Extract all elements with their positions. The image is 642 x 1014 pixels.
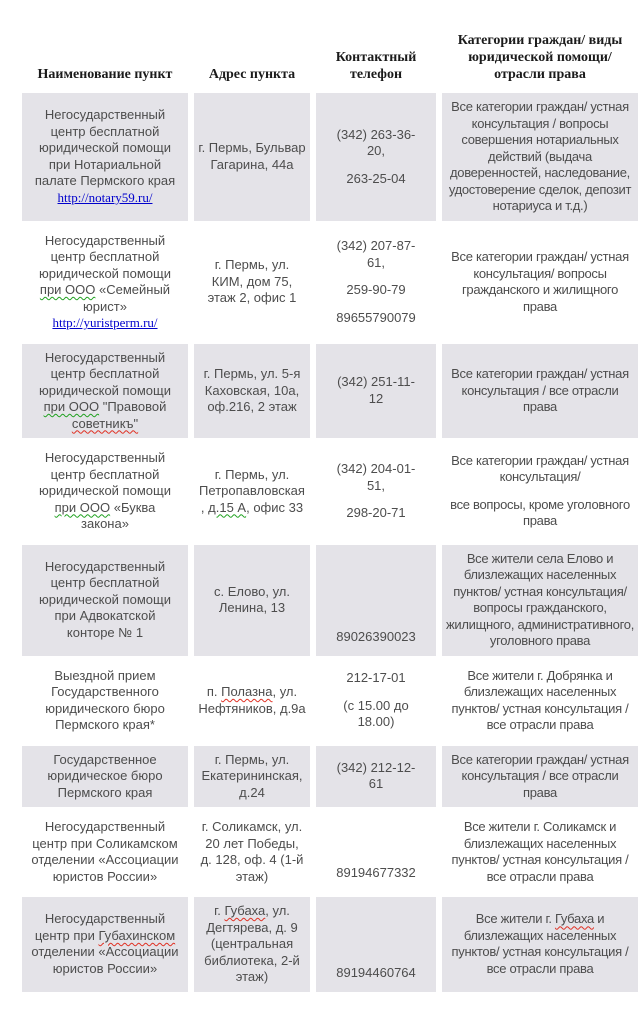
- text-segment: Негосударственный центр бесплатной юридической помощи: [39, 349, 171, 398]
- address-cell: [194, 813, 310, 891]
- paragraph: [198, 819, 306, 885]
- legal-aid-table-body: [22, 93, 638, 992]
- text-segment: г. Пермь, ул. 5-я Каховская, 10а, оф.216, 2 этаж: [203, 366, 301, 415]
- address-cell: [194, 93, 310, 221]
- text-segment: , офис 33: [246, 499, 304, 515]
- phone-cell: [316, 897, 436, 992]
- paragraph: [332, 965, 420, 982]
- grammar-marked-text: при ООО: [43, 399, 100, 415]
- table-header: [22, 22, 638, 87]
- paragraph: [332, 629, 420, 646]
- address-cell: [194, 662, 310, 740]
- paragraph: [30, 350, 180, 433]
- name-cell: [22, 662, 188, 740]
- paragraph: [332, 698, 420, 731]
- paragraph: [332, 461, 420, 494]
- text-segment: г. Соликамск, ул. 20 лет Победы, д. 128, оф. 4 (1-й этаж): [200, 819, 304, 884]
- address-cell: [194, 897, 310, 992]
- table-row: [22, 897, 638, 992]
- text-segment: Все категории граждан/ устная консультация/ вопросы гражданского и жилищного права: [451, 249, 629, 314]
- text-segment: отделении «Ассоциации юристов России»: [31, 944, 179, 976]
- text-segment: Все жители г. Соликамск и близлежащих населенных пунктов/ устная консультация / все отрасли права: [451, 819, 629, 884]
- text-segment: 89026390023: [336, 629, 416, 645]
- address-cell: [194, 746, 310, 808]
- name-cell: [22, 93, 188, 221]
- phone-cell: [316, 344, 436, 439]
- paragraph: [445, 911, 635, 977]
- text-segment: (342) 251-11-12: [337, 374, 415, 406]
- text-segment: Все категории граждан/ устная консультация/: [451, 452, 629, 485]
- address-cell: [194, 545, 310, 656]
- paragraph: [445, 497, 635, 530]
- text-segment: «Буква закона»: [81, 499, 156, 532]
- paragraph: [30, 190, 180, 207]
- text-segment: Все категории граждан/ устная консультация / вопросы совершения нотариальных действий (выдача доверенностей, наследование, удостоверение сделок, депозит нотариуса и т.д.): [448, 99, 632, 214]
- legal-aid-centers-table: [16, 16, 642, 998]
- paragraph: [30, 233, 180, 316]
- categories-cell: [442, 746, 638, 808]
- paragraph: [30, 819, 180, 885]
- table-row: [22, 227, 638, 338]
- text-segment: Негосударственный центр бесплатной юридической помощи: [39, 450, 171, 499]
- categories-cell: [442, 662, 638, 740]
- text-segment: (с 15.00 до 18.00): [343, 697, 409, 730]
- grammar-marked-text: д.15 А: [208, 499, 247, 515]
- paragraph: [198, 903, 306, 986]
- table-row: [22, 93, 638, 221]
- grammar-marked-text: при ООО: [39, 282, 96, 298]
- text-segment: 298-20-71: [346, 505, 406, 521]
- paragraph: [445, 551, 635, 650]
- paragraph: [198, 257, 306, 307]
- phone-cell: [316, 227, 436, 338]
- text-segment: п.: [206, 684, 222, 700]
- paragraph: [30, 315, 180, 332]
- paragraph: [30, 668, 180, 734]
- text-segment: г. Пермь, Бульвар Гагарина, 44а: [198, 140, 306, 172]
- phone-cell: [316, 662, 436, 740]
- phone-cell: [316, 813, 436, 891]
- paragraph: [445, 752, 635, 802]
- phone-cell: [316, 746, 436, 808]
- paragraph: [332, 171, 420, 188]
- text-segment: 89655790079: [336, 309, 416, 325]
- paragraph: [445, 249, 635, 315]
- paragraph: [332, 505, 420, 522]
- header-row: [22, 22, 638, 87]
- categories-cell: [442, 444, 638, 539]
- text-segment: 259-90-79: [346, 282, 406, 298]
- text-segment: и близлежащих населенных пунктов/ устная консультация / все отрасли права: [451, 911, 629, 976]
- paragraph: [445, 99, 635, 215]
- text-segment: г.: [214, 903, 225, 919]
- paragraph: [332, 374, 420, 407]
- categories-cell: [442, 545, 638, 656]
- phone-cell: [316, 545, 436, 656]
- name-cell: [22, 444, 188, 539]
- paragraph: [30, 911, 180, 977]
- text-segment: Все категории граждан/ устная консультация / все отрасли права: [451, 366, 629, 415]
- paragraph: [198, 584, 306, 617]
- categories-cell: [442, 344, 638, 439]
- header-phone: Контактный телефон: [316, 22, 436, 87]
- categories-cell: [442, 93, 638, 221]
- text-segment: (342) 263-36-20,: [336, 126, 416, 159]
- text-segment: Негосударственный центр бесплатной юридической помощи при Адвокатской конторе № 1: [39, 558, 171, 640]
- text-segment: 89194460764: [336, 965, 416, 981]
- text-segment: "Правовой: [99, 399, 167, 415]
- paragraph: [445, 366, 635, 416]
- paragraph: [30, 107, 180, 190]
- text-segment: Негосударственный центр при: [34, 911, 166, 943]
- text-segment: (342) 212-12-61: [336, 759, 416, 792]
- categories-cell: [442, 897, 638, 992]
- name-cell: [22, 897, 188, 992]
- table-row: [22, 746, 638, 808]
- paragraph: [332, 127, 420, 160]
- name-cell: [22, 746, 188, 808]
- table-row: [22, 813, 638, 891]
- paragraph: [30, 559, 180, 642]
- name-cell: [22, 227, 188, 338]
- spellcheck-marked-text: Губахинском: [98, 927, 176, 943]
- text-segment: (342) 207-87-61,: [336, 238, 416, 270]
- categories-cell: [442, 227, 638, 338]
- paragraph: [332, 760, 420, 793]
- paragraph: [198, 140, 306, 173]
- text-segment: г. Пермь, ул. Екатерининская, д.24: [201, 751, 303, 800]
- table-row: [22, 662, 638, 740]
- name-cell: [22, 344, 188, 439]
- text-segment: Все жители г.: [475, 911, 555, 927]
- name-cell: [22, 545, 188, 656]
- table-row: [22, 545, 638, 656]
- paragraph: [445, 668, 635, 734]
- paragraph: [332, 865, 420, 882]
- paragraph: [445, 453, 635, 486]
- paragraph: [30, 752, 180, 802]
- spellcheck-marked-text: Полазна: [221, 684, 273, 700]
- header-name: Наименование пункт: [22, 22, 188, 87]
- paragraph: [332, 282, 420, 299]
- header-categories: Категории граждан/ виды юридической помощи/ отрасли права: [442, 22, 638, 87]
- grammar-marked-text: при ООО: [54, 499, 111, 515]
- text-segment: 263-25-04: [346, 170, 406, 186]
- paragraph: [198, 752, 306, 802]
- spellcheck-marked-text: Губаха: [554, 911, 594, 927]
- text-segment: г. Пермь, ул. КИМ, дом 75, этаж 2, офис 1: [207, 257, 297, 306]
- website-link[interactable]: http://notary59.ru/: [57, 189, 153, 205]
- address-cell: [194, 344, 310, 439]
- spellcheck-marked-text: советникъ": [71, 415, 139, 431]
- header-address: Адрес пункта: [194, 22, 310, 87]
- table-row: [22, 344, 638, 439]
- paragraph: [198, 467, 306, 517]
- text-segment: Государственное юридическое бюро Пермского края: [47, 751, 163, 800]
- spellcheck-marked-text: Губаха: [224, 903, 266, 919]
- paragraph: [198, 366, 306, 416]
- categories-cell: [442, 813, 638, 891]
- text-segment: Негосударственный центр при Соликамском отделении «Ассоциации юристов России»: [31, 819, 179, 884]
- text-segment: Выездной прием Государственного юридического бюро Пермского края*: [45, 667, 165, 733]
- text-segment: Негосударственный центр бесплатной юридической помощи при Нотариальной палате Пермского края: [34, 107, 176, 189]
- text-segment: , ул. Нефтяников, д.9а: [198, 684, 306, 716]
- text-segment: Все жители г. Добрянка и близлежащих населенных пунктов/ устная консультация / все отрасли права: [451, 667, 629, 733]
- text-segment: Все жители села Елово и близлежащих населенных пунктов/ устная консультация/ вопросы гражданского, жилищного, административного, уголовного права: [445, 550, 635, 649]
- paragraph: [198, 684, 306, 717]
- text-segment: , ул. Дегтярева, д. 9 (центральная библиотека, 2-й этаж): [204, 903, 300, 985]
- phone-cell: [316, 444, 436, 539]
- text-segment: г. Пермь, ул. Петропавловская,: [199, 466, 305, 515]
- address-cell: [194, 227, 310, 338]
- text-segment: (342) 204-01-51,: [336, 461, 416, 493]
- address-cell: [194, 444, 310, 539]
- text-segment: Негосударственный центр бесплатной юридической помощи: [39, 232, 171, 281]
- website-link[interactable]: http://yuristperm.ru/: [52, 315, 158, 331]
- text-segment: 212-17-01: [346, 670, 406, 686]
- phone-cell: [316, 93, 436, 221]
- text-segment: «Семейный юрист»: [83, 282, 171, 314]
- text-segment: Все категории граждан/ устная консультация / все отрасли права: [451, 751, 629, 800]
- name-cell: [22, 813, 188, 891]
- paragraph: [332, 670, 420, 687]
- paragraph: [332, 310, 420, 327]
- text-segment: 89194677332: [336, 864, 416, 880]
- text-segment: все вопросы, кроме уголовного права: [450, 496, 630, 529]
- text-segment: с. Елово, ул. Ленина, 13: [214, 583, 290, 616]
- table-row: [22, 444, 638, 539]
- paragraph: [30, 450, 180, 533]
- paragraph: [332, 238, 420, 271]
- paragraph: [445, 819, 635, 885]
